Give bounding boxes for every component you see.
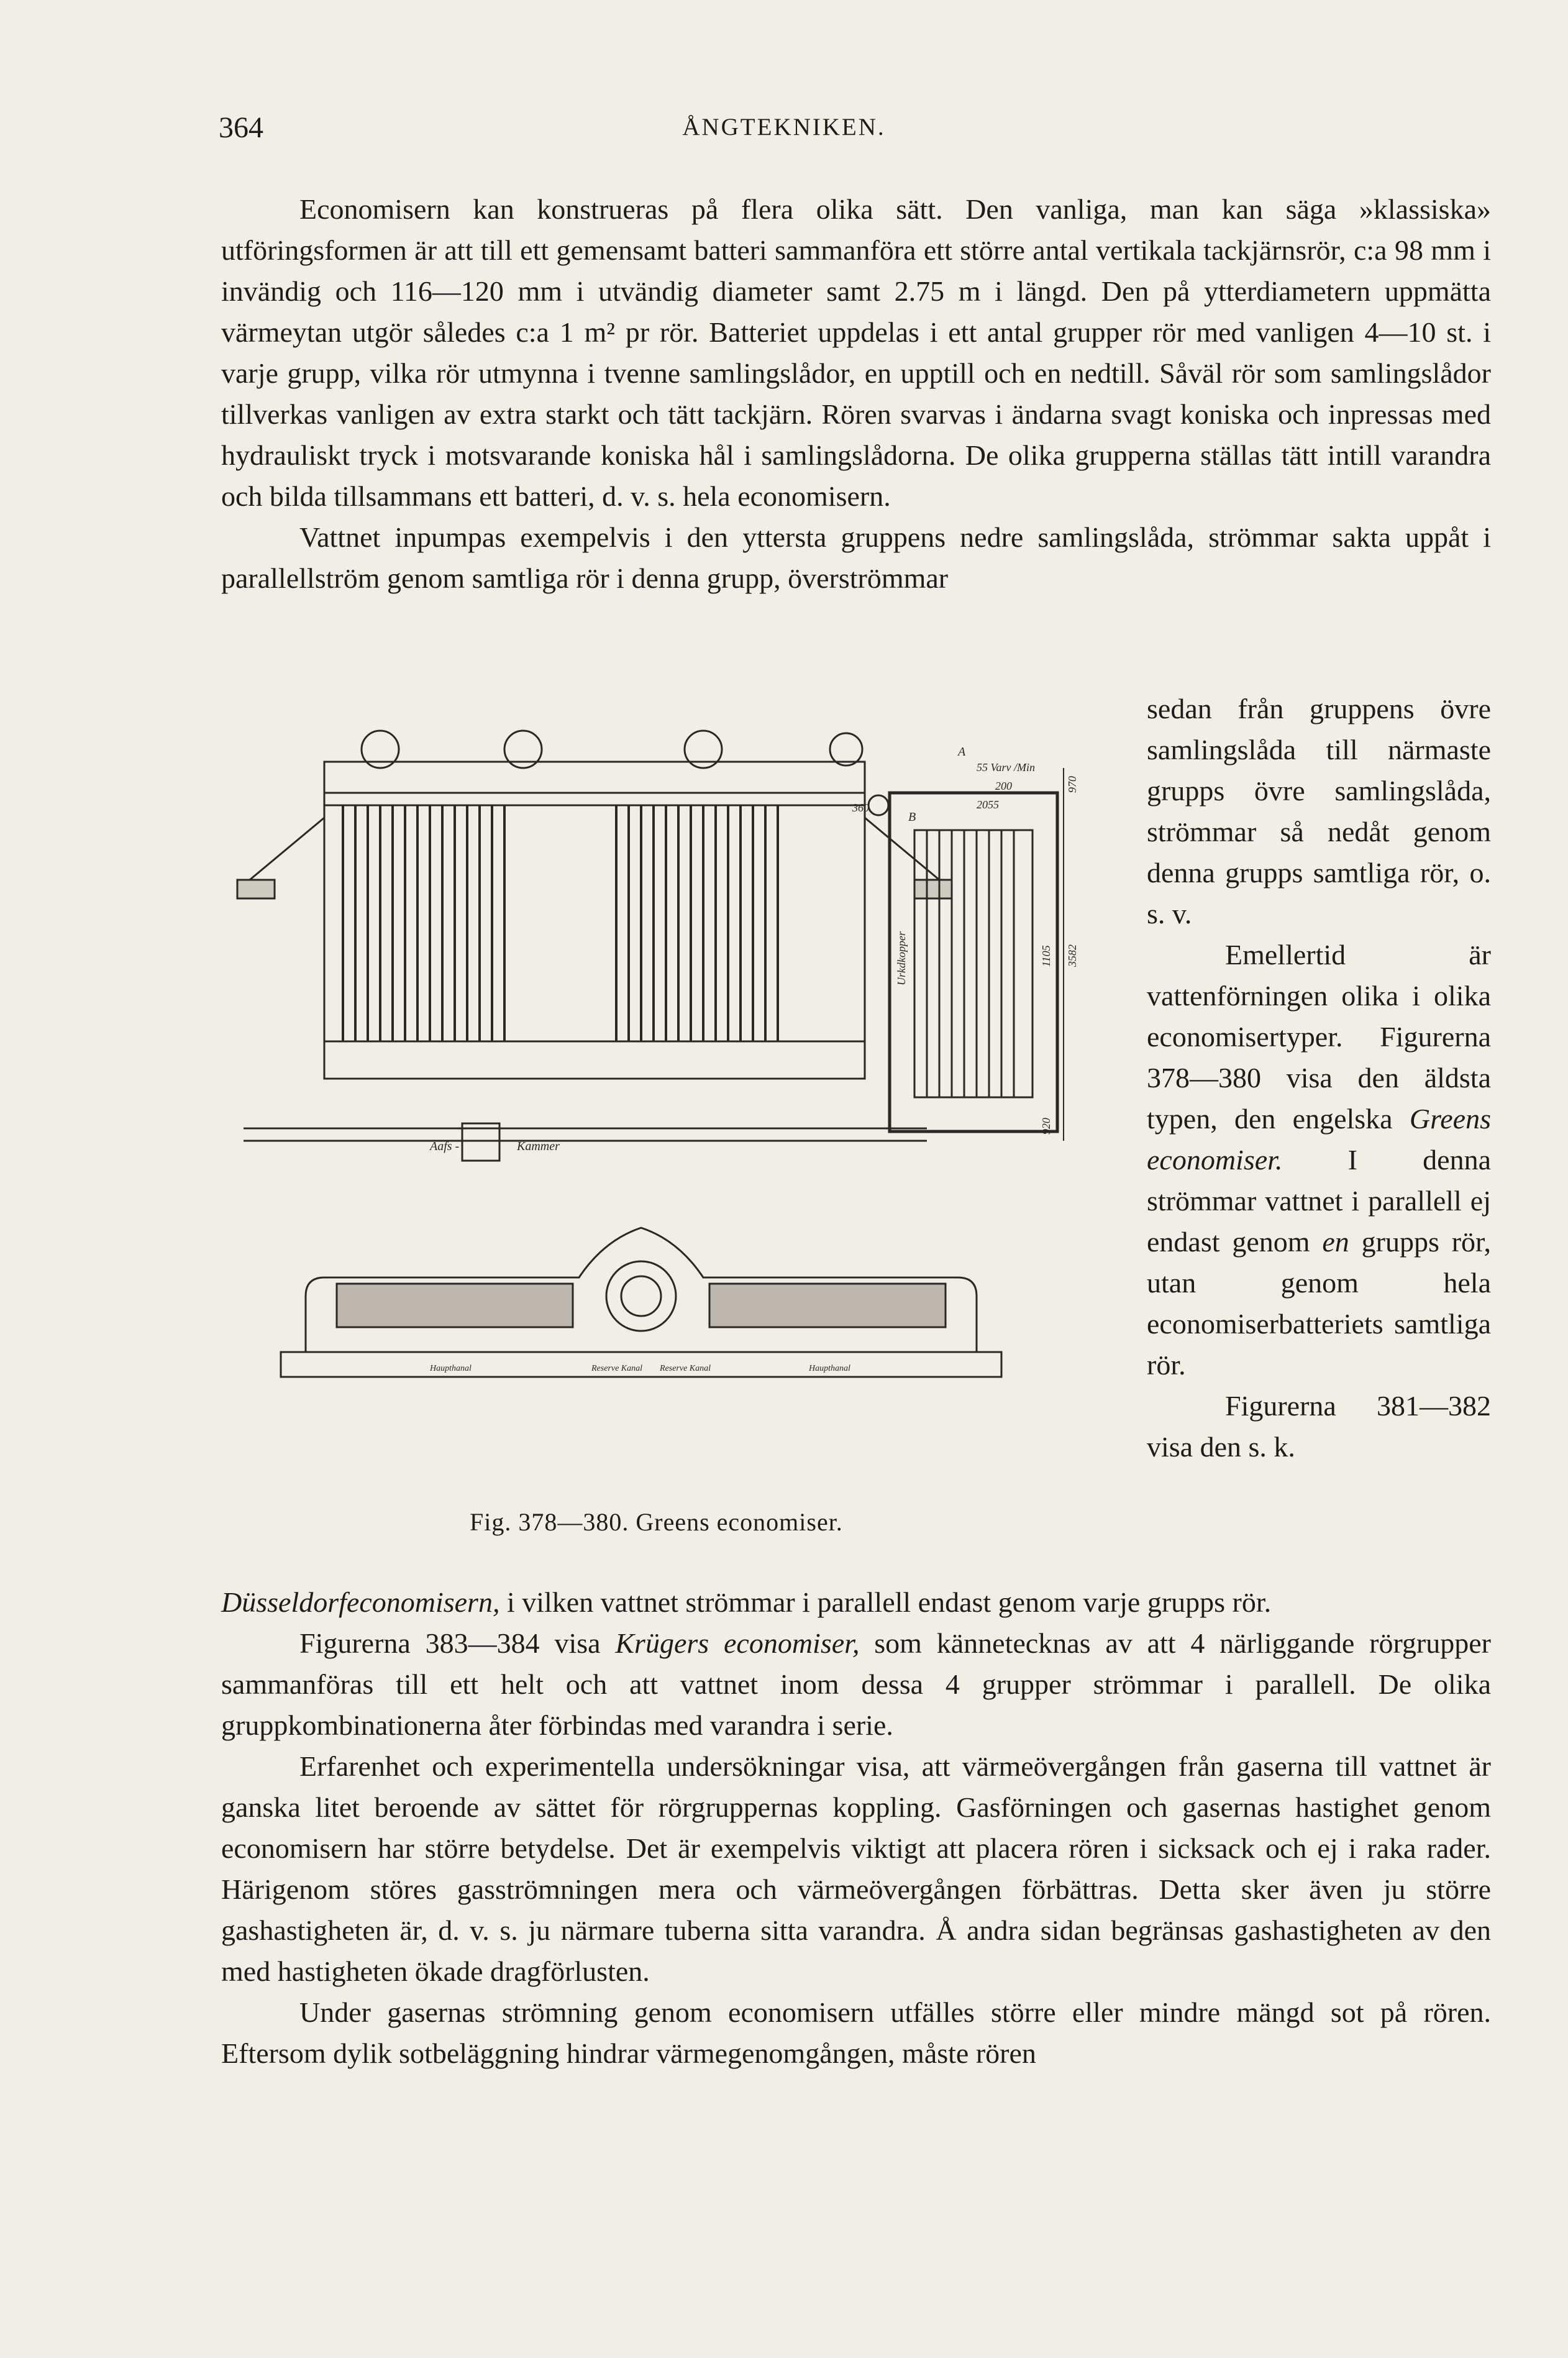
page-header — [219, 104, 1349, 154]
label-dim-970: 970 — [1066, 776, 1078, 793]
paragraph-water-flow: Vattnet inpumpas exempelvis i den yttersta gruppens nedre samlingslåda, strömmar sakta uppåt i parallellström genom samtliga rör i denna grupp, överströmmar — [221, 521, 1491, 594]
paragraph-krugers: Figurerna 383—384 visa Krügers economiser, som kännetecknas av att 4 närliggande rörgrupper sammanföras till ett helt och att vattnet inom dessa 4 grupper strömmar i parallell. De olika gruppkombinationerna åter förbindas med varandra i serie. — [221, 1627, 1491, 1741]
label-dim-3582: 3582 — [1066, 944, 1078, 967]
label-plan-2: Reserve Kanal — [591, 1364, 643, 1373]
label-ash: Aafs - — [430, 1140, 460, 1153]
label-dim-shaft: Urkdkopper — [895, 931, 908, 985]
paragraph-economiser-construction: Economisern kan konstrueras på flera olika sätt. Den vanliga, man kan säga »klassiska» utföringsformen är att till ett gemensamt batteri sammanföra ett större antal vertikala tackjärnsrör, c:a 98 mm i invändig och 116—120 mm i utvändig diameter samt 2.75 m i längd. Den på ytterdiametern uppmätta värmeytan utgör således c:a 1 m² pr rör. Batteriet uppdelas i ett antal grupper rör med vanligen 4—10 st. i varje grupp, vilka rör utmynna i tvenne samlingslådor, en upptill och en nedtill. Såväl rör som samlingslådor tillverkas vanligen av extra starkt och tätt tackjärn. Rören svarvas i ändarna svagt koniska och inpressas med hydrauliskt tryck i motsvarande koniska hål i samlingslådorna. De olika grupperna ställas tätt intill varandra och bilda tillsammans ett batteri, d. v. s. hela economisern. — [221, 193, 1491, 512]
side-column — [1147, 688, 1491, 1468]
paragraph-experience: Erfarenhet och experimentella undersökningar visa, att värmeövergången från gaserna till vattnet är ganska litet beroende av sättet för rörgruppernas koppling. Gasförningen och gasernas hastighet genom economisern har större betydelse. Det är exempelvis viktigt att placera rören i sicksack och ej i raka rader. Härigenom störes gasströmningen mera och värmeövergången förbättras. Detta sker även ju större gashastigheten är, d. v. s. ju närmare tuberna sitta varandra. Å andra sidan begränsas gashastigheten av den med hastigheten ökade dragförlusten. — [221, 1750, 1491, 1987]
front-elevation — [237, 731, 952, 1161]
side-section — [852, 745, 1078, 1141]
paragraph-greens: Emellertid är vattenförningen olika i olika economisertyper. Figurerna 378—380 visa den äldsta typen, den engelska Greens economiser. I denna strömmar vattnet i parallell ej endast genom en grupps rör, utan genom hela economiserbatteriets samtliga rör. — [1147, 939, 1491, 1381]
label-dim-55: 55 Varv /Min — [977, 761, 1035, 774]
body-text-bottom — [221, 1582, 1491, 2074]
paragraph-dusseldorf-rest: Düsseldorfeconomisern, i vilken vattnet strömmar i parallell endast genom varje grupps rör. — [221, 1586, 1272, 1618]
label-plan-1: Haupthanal — [430, 1364, 472, 1373]
label-chamber: Kammer — [517, 1140, 560, 1153]
label-plan-4: Haupthanal — [809, 1364, 850, 1373]
page-number: 364 — [219, 111, 263, 144]
label-dim-200: 200 — [995, 780, 1012, 792]
figure-greens-economiser — [231, 706, 1138, 1557]
label-dim-b: B — [908, 810, 916, 824]
figure-caption: Fig. 378—380. Greens economiser. — [470, 1508, 843, 1536]
label-plan-3: Reserve Kanal — [660, 1364, 711, 1373]
paragraph-dusseldorf-start: Figurerna 381—382 visa den s. k. — [1147, 1390, 1491, 1463]
label-dim-1105: 1105 — [1040, 945, 1052, 967]
label-dim-a: A — [958, 745, 966, 759]
paragraph-soot: Under gasernas strömning genom economisern utfälles större eller mindre mängd sot på rören. Eftersom dylik sotbeläggning hindrar värmegenomgången, måste rören — [221, 1996, 1491, 2069]
running-title: ÅNGTEKNIKEN. — [682, 114, 886, 140]
label-dim-360: 360 — [852, 802, 869, 814]
label-dim-2055: 2055 — [977, 798, 999, 811]
plan-view — [281, 1228, 1001, 1377]
body-text-top — [221, 189, 1491, 599]
economiser-drawing — [231, 706, 1138, 1507]
paragraph-water-flow-continued: sedan från gruppens övre samlingslåda till närmaste grupps övre samlingslåda, strömmar så nedåt genom denna grupps samtliga rör, o. s. v. — [1147, 693, 1491, 930]
label-dim-920: 920 — [1040, 1118, 1052, 1135]
